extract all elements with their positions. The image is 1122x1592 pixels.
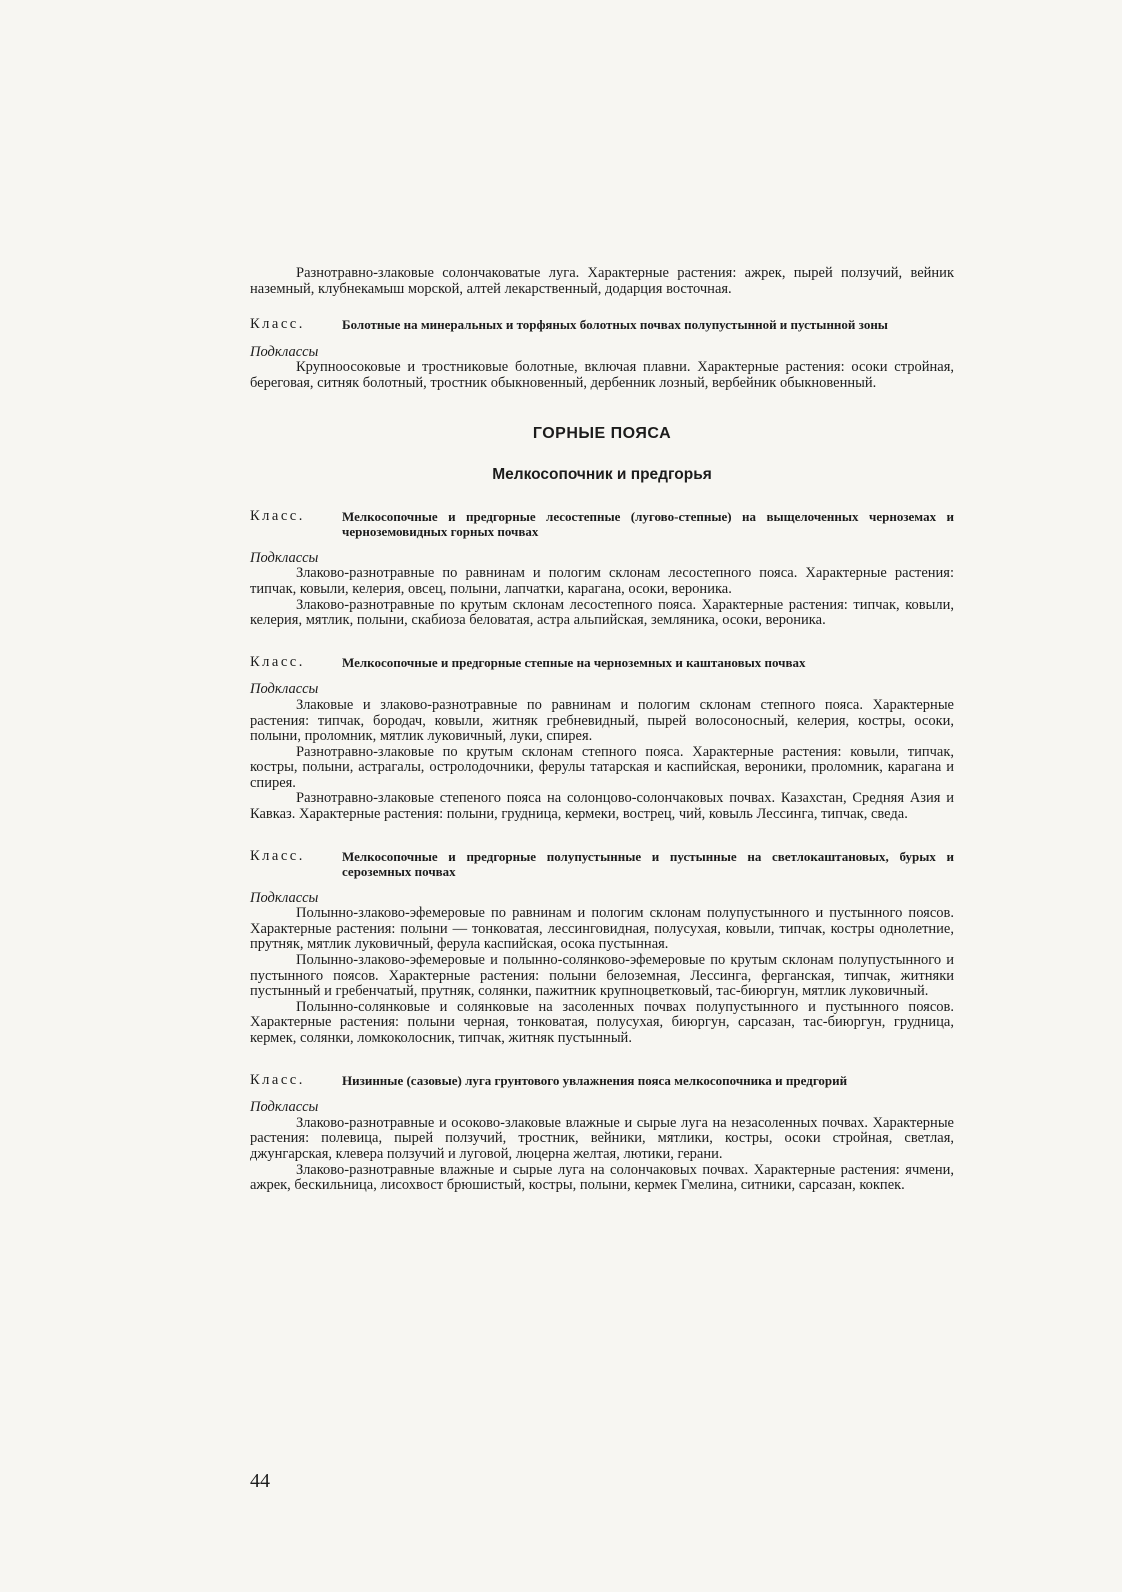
paragraph: Злаково-разнотравные по крутым склонам лесостепного пояса. Характерные растения: типчак, ковыли, келерия, мятлик, полыни, скабиоза беловатая, астра альпийская, земляника, осоки, вероника. — [250, 596, 954, 629]
paragraph: Злаково-разнотравные влажные и сырые луга на солончаковых почвах. Характерные растения: ячмени, ажрек, бескильница, лисохвост брюшистый, костры, полыни, кермек Гмелина, ситники, сарсазан, кокпек. — [250, 1161, 954, 1194]
class-title: Мелкосопочные и предгорные полупустынные и пустынные на светлокаштановых, бурых и сероземных почвах — [342, 848, 954, 879]
paragraph: Полынно-злаково-эфемеровые и полынно-солянково-эфемеровые по крутым склонам полупустынного и пустынного поясов. Характерные растения: полыни белоземная, Лессинга, ферганская, типчак, житняки пустынный и гребенчатый, прутняк, солянки, пажитник крупноцветковый, тас-биюргун, мятлик луковичный. — [250, 952, 954, 1000]
section-subtitle: Мелкосопочник и предгорья — [492, 466, 712, 484]
paragraph: Злаковые и злаково-разнотравные по равнинам и пологим склонам степного пояса. Характерные растения: типчак, бородач, ковыли, житняк гребневидный, пырей волосоносный, келерия, костры, осоки, полыни, проломник, мятлик луковичный, луки, спирея. — [250, 696, 954, 745]
subclass-heading: Подклассы — [250, 889, 319, 906]
spacer — [250, 483, 954, 509]
class-label: Класс. — [250, 507, 305, 524]
spacer — [250, 670, 954, 682]
spacer — [250, 879, 954, 891]
spacer — [250, 333, 954, 345]
class-title: Мелкосопочные и предгорные степные на черноземных и каштановых почвах — [342, 654, 806, 670]
paragraph: Разнотравно-злаковые степеного пояса на солонцово-солончаковых почвах. Казахстан, Средняя Азия и Кавказ. Характерные растения: полыни, грудница, кермеки, вострец, чий, ковыль Лессинга, типчак, сведа. — [250, 790, 954, 823]
section-title: ГОРНЫЕ ПОЯСА — [532, 424, 672, 442]
spacer — [250, 441, 954, 467]
class-label: Класс. — [250, 1071, 305, 1088]
page-content — [250, 266, 954, 1194]
subclass-heading: Подклассы — [250, 1099, 319, 1116]
class-heading — [250, 849, 954, 879]
class-heading — [250, 317, 954, 333]
class-label: Класс. — [250, 653, 305, 670]
paragraph: Злаково-разнотравные по равнинам и пологим склонам лесостепного пояса. Характерные растения: типчак, ковыли, келерия, овсец, полыни, лапчатки, карагана, осоки, вероника. — [250, 565, 954, 597]
paragraph: Злаково-разнотравные и осоково-злаковые влажные и сырые луга на незасоленных почвах. Характерные растения: полевица, пырей ползучий, тростник, вейники, мятлики, костры, осоки стройная, светлая, джунгарская, клевера ползучий и луговой, люцерна желтая, лютики, герани. — [250, 1114, 954, 1162]
class-label: Класс. — [250, 847, 305, 864]
page-number: 44 — [250, 1470, 270, 1492]
spacer — [250, 297, 954, 317]
subclass-heading: Подклассы — [250, 681, 319, 698]
class-title: Болотные на минеральных и торфяных болотных почвах полупустынной и пустынной зоны — [342, 317, 888, 333]
spacer — [250, 1047, 954, 1073]
subclass-heading: Подклассы — [250, 549, 319, 566]
class-title: Низинные (сазовые) луга грунтового увлажнения пояса мелкосопочника и предгорий — [342, 1072, 848, 1088]
paragraph: Разнотравно-злаковые по крутым склонам степного пояса. Характерные растения: ковыли, типчак, костры, полыни, астрагалы, остролодочники, ферулы татарская и каспийская, вероники, проломник, карагана и спирея. — [250, 743, 954, 791]
class-heading — [250, 509, 954, 539]
paragraph: Крупноосоковые и тростниковые болотные, включая плавни. Характерные растения: осоки стройная, береговая, ситняк болотный, тростник обыкновенный, дербенник лозный, вербейник обыкновенный. — [250, 359, 954, 391]
spacer — [250, 539, 954, 551]
subclass-heading: Подклассы — [250, 343, 319, 360]
paragraph: Полынно-солянковые и солянковые на засоленных почвах полупустынного и пустынного поясов. Характерные растения: полыни черная, тонковатая, полусухая, биюргун, сарсазан, тас-биюргун, грудница, кермек, солянки, ломкоколосник, типчак, житняк пустынный. — [250, 998, 954, 1046]
spacer — [250, 392, 954, 426]
spacer — [250, 629, 954, 655]
spacer — [250, 1088, 954, 1100]
class-heading — [250, 1073, 954, 1089]
class-label: Класс. — [250, 316, 305, 333]
spacer — [250, 823, 954, 849]
paragraph: Разнотравно-злаковые солончаковатые луга. Характерные растения: ажрек, пырей ползучий, вейник наземный, клубнекамыш морской, алтей лекарственный, додарция восточная. — [250, 265, 954, 297]
paragraph: Полынно-злаково-эфемеровые по равнинам и пологим склонам полупустынного и пустынного поясов. Характерные растения: полыни — тонковатая, лессинговидная, полусухая, ковыли, типчак, костры однолетние, прутняк, мятлик луковичный, ферула каспийская, осока пустынная. — [250, 905, 954, 953]
class-heading — [250, 655, 954, 671]
class-title: Мелкосопочные и предгорные лесостепные (лугово-степные) на выщелоченных черноземах и черноземовидных горных почвах — [342, 508, 954, 539]
